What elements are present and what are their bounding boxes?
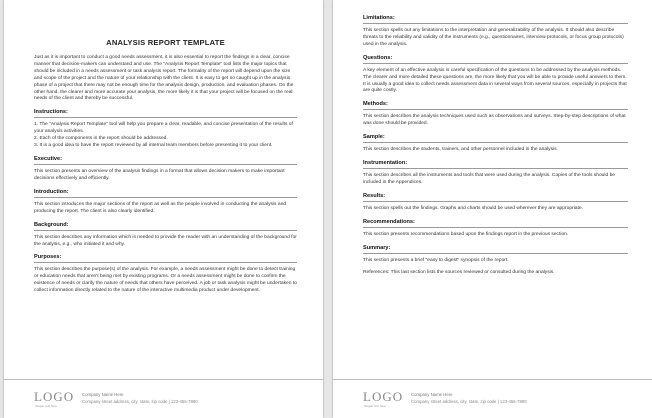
document-page-left bbox=[4, 0, 323, 418]
document-title: ANALYSIS REPORT TEMPLATE bbox=[106, 38, 225, 47]
instructions-list bbox=[34, 122, 297, 150]
section-body-instrumentation: This section describes all the instruments and tools that were used during the analysis. Copies of the tools should be included in the Appendices. bbox=[363, 173, 616, 185]
page-footer bbox=[4, 379, 323, 418]
section-body-questions: A key element of an effective analysis is careful specification of the questions to be addressed by the analysis methods. The clearer and more detailed these questions are, the more likely that you will be able to provide useful answers to them. It is usually a good idea to collect needs assessment data in several ways from several sources, especially in projects that are quite costly. bbox=[363, 67, 627, 94]
company-address: Company street address, city, state, zip code | 123-456-7890 bbox=[411, 399, 527, 404]
document-page-right bbox=[333, 0, 652, 418]
company-name: Company Name Here bbox=[411, 392, 453, 397]
section-body-background: This section describes any information which is needed to provide the reader with an understanding of the background for the analysis, e.g., who initiated it and why. bbox=[34, 234, 297, 247]
section-body-methods: This section describes the analysis techniques used such as observations and surveys. Step-by-step descriptions of what was done should be provided. bbox=[363, 114, 626, 127]
intro-paragraph: Just as it is important to conduct a good needs assessment, it is also essential to report the findings in a clear, concise manner that decision-makers can understand and use. The "Analysis Report Template" tool lists the major topics that should be included in a needs assessment or task analysis report. The formality of the report will depend upon the size and scope of the project and the nature of your relationship with the client. It is easy to get so caught up in the analysis phase of a project that there may not be enough time for the analysis design, production, and evaluation phases. On the other hand, the clearer and more accurate your analysis, the more likely it is that your project will be focused on the real needs of the client and thereby be successful. bbox=[34, 55, 294, 102]
section-body-introduction: This section introduces the major sections of the report as well as the people involved in conducting the analysis and producing the report. The client is also clearly identified. bbox=[34, 201, 287, 214]
section-heading-summary: Summary: bbox=[363, 245, 628, 254]
section-body-recommendations: This section presents recommendations based upon the findings report in the previous section. bbox=[363, 231, 569, 237]
section-heading-executive: Executive: bbox=[34, 156, 297, 165]
list-item: 2. Each of the components in the report should be addressed. bbox=[34, 136, 168, 142]
references-paragraph: References: This last section lists the sources reviewed or consulted during the analysis. bbox=[363, 269, 555, 275]
section-body-purposes: This section describes the purpose(s) of the analysis. For example, a needs assessment might be done to detect training or education needs that aren't being met by existing programs. Or a needs assessment might be done to confirm the existence of needs or clarify the nature of needs that others have perceived. A job or task analysis might be undertaken to collect information directly related to the nature of the interactive multimedia product under development. bbox=[34, 267, 297, 294]
section-body-limitations: This section spells out any limitations to the interpretation and generalizability of the analysis. It should also describe threats to the reliability and validity of the instruments (e.g., questionnaires, interview protocols, or focus group protocols) used in the analysis. bbox=[363, 28, 624, 47]
list-item: 3. It is a good idea to have the report reviewed by all internal team members before presenting it to your client. bbox=[34, 143, 273, 149]
section-heading-background: Background: bbox=[34, 222, 297, 231]
page-footer bbox=[333, 379, 652, 418]
section-body-sample: This section describes the students, trainers, and other personnel included in the analysis. bbox=[363, 147, 558, 153]
section-heading-results: Results: bbox=[363, 193, 628, 202]
list-item: 1. The "Analysis Report Template" tool will help you prepare a clear, readable, and concise presentation of the results of your analysis activities. bbox=[34, 122, 293, 135]
section-heading-limitations: Limitations: bbox=[363, 15, 628, 24]
section-heading-methods: Methods: bbox=[363, 101, 628, 110]
section-body-results: This section spells out the findings. Graphs and charts should be used wherever they are appropriate. bbox=[363, 205, 583, 211]
company-name: Company Name Here bbox=[82, 392, 124, 397]
section-heading-sample: Sample: bbox=[363, 134, 628, 143]
logo-tagline: Slogan text here bbox=[364, 404, 386, 408]
logo-tagline: Slogan text here bbox=[35, 404, 57, 408]
section-heading-questions: Questions: bbox=[363, 55, 628, 64]
section-heading-instrumentation: Instrumentation: bbox=[363, 160, 628, 169]
section-heading-instructions: Instructions: bbox=[34, 109, 297, 118]
section-body-executive: This section presents an overview of the analysis findings in a format that allows decision makers to make important decisions effectively and efficiently. bbox=[34, 168, 285, 181]
section-heading-purposes: Purposes: bbox=[34, 254, 297, 263]
company-logo: LOGO bbox=[34, 389, 75, 404]
section-heading-introduction: Introduction: bbox=[34, 189, 297, 198]
section-heading-recommendations: Recommendations: bbox=[363, 219, 628, 228]
company-logo: LOGO bbox=[363, 389, 404, 404]
section-body-summary: This section presents a brief "easy to digest" synopsis of the report. bbox=[363, 257, 509, 263]
company-address: Company street address, city, state, zip code | 123-456-7890 bbox=[82, 399, 198, 404]
